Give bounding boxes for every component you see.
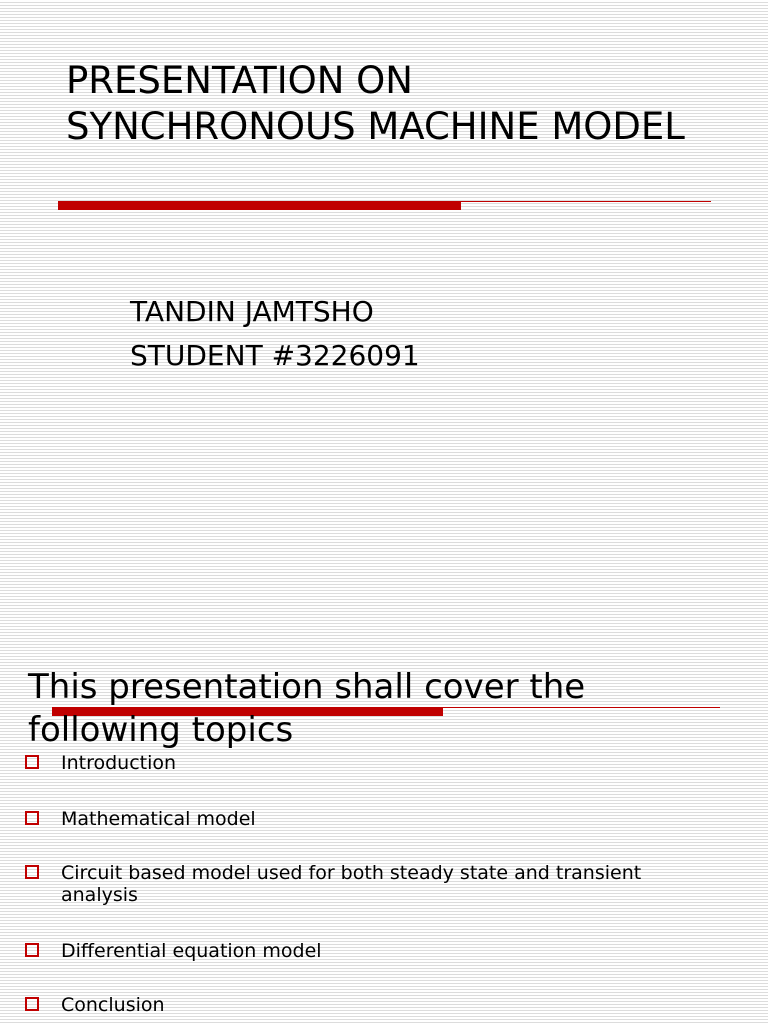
- square-bullet-icon: [25, 755, 39, 769]
- title-underline-thick: [58, 201, 461, 210]
- title-slide: [0, 0, 768, 500]
- topics-heading: This presentation shall cover the following topics: [28, 667, 586, 750]
- topic-text: Introduction: [61, 752, 177, 774]
- square-bullet-icon: [25, 997, 39, 1011]
- square-bullet-icon: [25, 943, 39, 957]
- topic-text: Conclusion: [61, 994, 165, 1016]
- student-id: STUDENT #3226091: [130, 339, 420, 372]
- square-bullet-icon: [25, 811, 39, 825]
- topic-text: Mathematical model: [61, 808, 256, 830]
- author-block: [130, 290, 420, 378]
- topics-slide: [0, 640, 768, 1024]
- topic-text: Circuit based model used for both steady state and transient analysis: [61, 862, 642, 906]
- slide-title: PRESENTATION ON SYNCHRONOUS MACHINE MODEL: [66, 59, 685, 148]
- topic-text: Differential equation model: [61, 940, 322, 962]
- title-underline-thin: [461, 201, 711, 202]
- author-name: TANDIN JAMTSHO: [130, 295, 374, 328]
- square-bullet-icon: [25, 865, 39, 879]
